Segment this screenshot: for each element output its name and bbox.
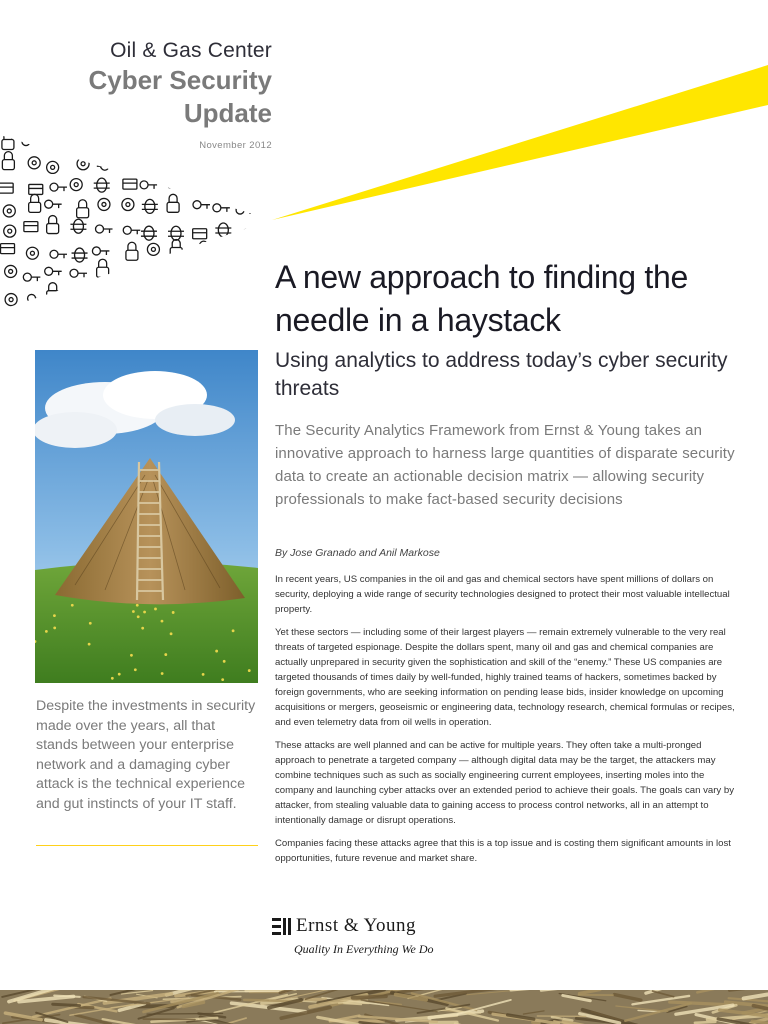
article-lead: The Security Analytics Framework from Ernst & Young takes an innovative approach to harness large quantities of disparate security data to create an actionable decision matrix — allowing security professionals to make fact-based security decisions [275, 422, 735, 508]
masthead-center-name: Oil & Gas Center [110, 39, 272, 62]
ey-logo-mark-icon [272, 918, 292, 936]
masthead-title-line2: Update [183, 98, 272, 128]
article-paragraph: These attacks are well planned and can be active for multiple years. They often take a multi-pronged approach to penetrate a targeted company — although digital data may be the target, the attackers may combine techniques such as such as socially engineering current employees, inserting moles into the company and launching cyber attacks over an extended period to achieve their goals. The goals can vary by attacker, from stealing valuable data to gaining access to process control networks, all in an attempt to intentionally damage or disrupt operations. [275, 740, 735, 826]
yellow-wedge [272, 65, 768, 220]
article-paragraph: Companies facing these attacks agree that this is a top issue and is costing them significant amounts in lost opportunities, future revenue and market share. [275, 838, 731, 864]
pull-quote: Despite the investments in security made over the years, all that stands between your enterprise network and a damaging cyber attack is the technical experience and gut instincts of your IT staff. [36, 698, 256, 812]
ey-tagline: Quality In Everything We Do [294, 942, 434, 956]
article-byline: By Jose Granado and Anil Markose [275, 547, 440, 559]
straw-texture-image [0, 990, 768, 1024]
pull-quote-rule [36, 845, 258, 846]
security-doodles-icon [0, 129, 283, 310]
masthead-date: November 2012 [199, 140, 272, 151]
masthead-title-line1: Cyber Security [88, 65, 272, 95]
article-subheadline: Using analytics to address today’s cyber security threats [275, 349, 728, 400]
article-body [275, 572, 735, 874]
haystack-ladder-image [35, 350, 258, 683]
article-headline: A new approach to finding the needle in a haystack [275, 259, 688, 338]
article-paragraph: In recent years, US companies in the oil and gas and chemical sectors have spent millions of dollars on security, deploying a wide range of security technologies designed to protect their most valuable intellectual property. [275, 574, 730, 615]
ey-logo [272, 915, 462, 963]
article-paragraph: Yet these sectors — including some of their largest players — remain extremely vulnerable to the very real threats of targeted espionage. Despite the dollars spent, many oil and gas and chemical companies are actually unprepared in security given the sophistication and skill of the “enemy.” These US companies are targeted thousands of times daily by well-funded, highly trained teams of hackers, sometimes backed by foreign governments, who are seeking information on pending lease bids, insider knowledge on upcoming acquisitions or mergers, geoseismic or engineering data, technology research, chemical formulas or recipes, and even telemetry data from oil wells in operation. [275, 627, 735, 728]
ey-wordmark: Ernst & Young [296, 915, 416, 936]
masthead [88, 38, 272, 151]
